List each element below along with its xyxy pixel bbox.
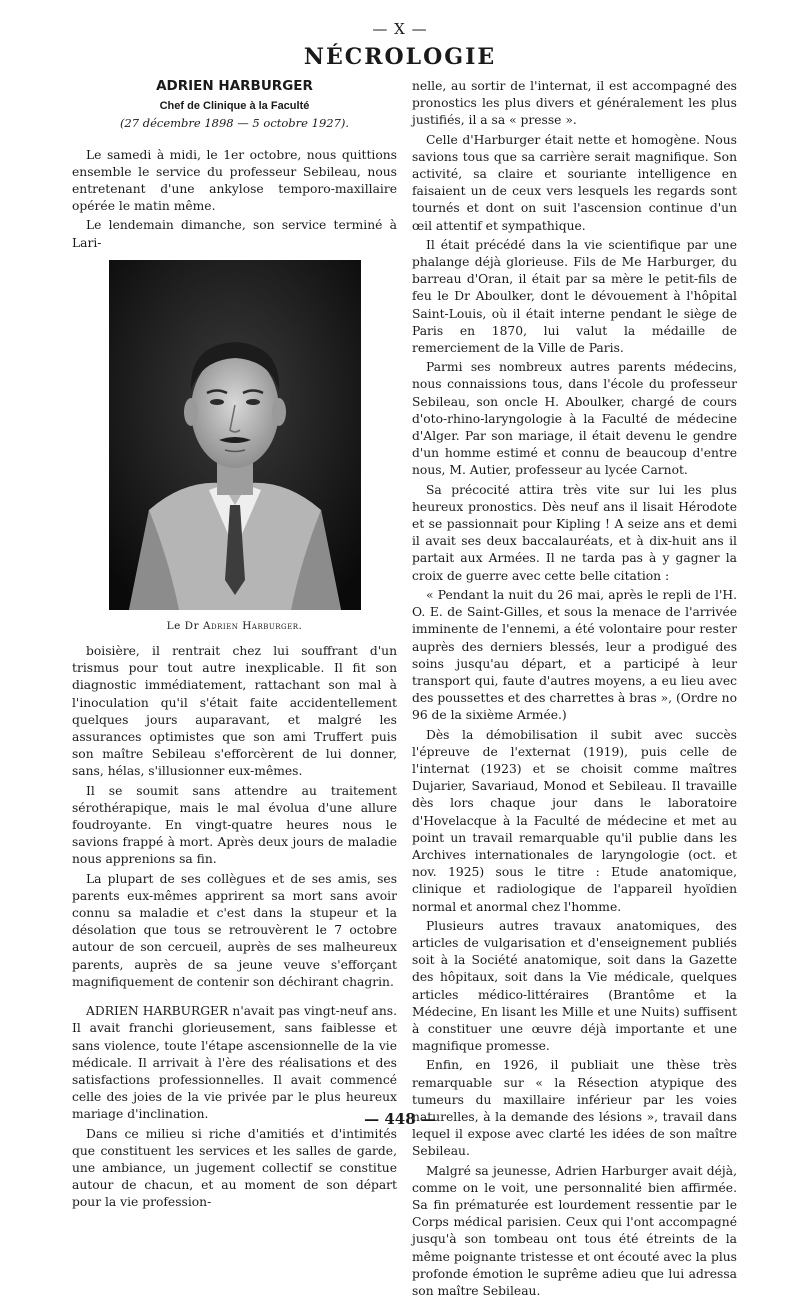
left-paragraph-7: Dans ce milieu si riche d'amitiés et d'intimités que constituent les services et les salles de garde, une ambiance, un jugement collectif se constitue autour de chacun, et au moment de son départ pour la vie profession- bbox=[72, 1126, 397, 1210]
right-paragraph-3: Il était précédé dans la vie scientifique par une phalange déjà glorieuse. Fils de Me Harburger, du barreau d'Oran, il était par sa mère le petit-fils de feu le Dr Aboulker, dont le dévouement à l'hôpital Saint-Louis, où il était interne pendant le siège de Paris en 1870, lui valut la médaille de remerciement de la Ville de Paris. bbox=[412, 237, 737, 356]
caption-prefix: Le Dr bbox=[166, 619, 200, 632]
page-heading: NÉCROLOGIE bbox=[303, 44, 497, 70]
portrait-photo bbox=[109, 260, 361, 610]
right-paragraph-7: Dès la démobilisation il subit avec succès l'épreuve de l'externat (1919), puis celle de l'internat (1923) et se choisit comme maîtres Dujarier, Savariaud, Monod et Sebileau. Il travaille dès lors chaque jour dans le laboratoire d'Hovelacque à la Faculté de médecine et met au point un travail remarquable qu'il publie dans les Archives internationales de laryngologie (oct. et nov. 1925) sous le titre : Etude anatomique, clinique et radiologique de l'appareil hyoïdien normal et anormal chez l'homme. bbox=[412, 727, 737, 914]
article-dates: (27 décembre 1898 — 5 octobre 1927). bbox=[119, 116, 350, 131]
left-paragraph-5: La plupart de ses collègues et de ses amis, ses parents eux-mêmes apprirent sa mort sans avoir connu sa maladie et c'est dans la stupeur et la désolation que tous se retrouvèrent le 7 octobre autour de son cercueil, auprès de ses malheureux parents, auprès de sa jeune veuve s'efforçant magnifiquement de contenir son déchirant chagrin. bbox=[72, 871, 397, 989]
section-number: — X — bbox=[372, 20, 428, 38]
right-paragraph-2: Celle d'Harburger était nette et homogène. Nous savions tous que sa carrière serait magnifique. Son activité, sa claire et souriante intelligence en faisaient un de ceux vers lesquels les regards sont tournés et dont on suit l'ascension continue d'un œil attentif et sympathique. bbox=[412, 132, 737, 233]
right-paragraph-6: « Pendant la nuit du 26 mai, après le repli de l'H. O. E. de Saint-Gilles, et sous la menace de l'arrivée imminente de l'ennemi, a été volontaire pour rester auprès des derniers blessés, leur a prodigué des soins jusqu'au départ, et a participé à leur transport qui, faute d'autres moyens, a eu lieu avec des poussettes et des charrettes à bras », (Ordre no 96 de la sixième Armée.) bbox=[412, 587, 737, 723]
article-name: ADRIEN HARBURGER bbox=[156, 78, 313, 94]
right-paragraph-4: Parmi ses nombreux autres parents médecins, nous connaissions tous, dans l'école du professeur Sebileau, son oncle H. Aboulker, chargé de cours d'oto-rhino-laryngologie à la Faculté de médecine d'Alger. Par son mariage, il était devenu le gendre d'un homme estimé et connu de beaucoup d'entre nous, M. Autier, professeur au lycée Carnot. bbox=[412, 360, 737, 478]
photo-caption bbox=[72, 618, 397, 635]
page-number: — 448 — bbox=[364, 1110, 436, 1128]
right-paragraph-10: Malgré sa jeunesse, Adrien Harburger avait déjà, comme on le voit, une personnalité bien affirmée. Sa fin prématurée est lourdement ressentie par le Corps médical parisien. Ceux qui l'ont accompagné jusqu'à son tombeau ont tous été étreints de la même poignante tristesse et ont écouté avec la plus profonde émotion le suprême adieu que lui adressa son maître Sebileau. bbox=[412, 1163, 737, 1299]
article-subtitle: Chef de Clinique à la Faculté bbox=[159, 100, 310, 113]
caption-name: Adrien Harburger. bbox=[202, 619, 303, 632]
right-paragraph-8: Plusieurs autres travaux anatomiques, des articles de vulgarisation et d'enseignement publiés soit à la Société anatomique, soit dans la Gazette des hôpitaux, soit dans la Vie médicale, quelques articles médico-littéraires (Brantôme et la Médecine, En lisant les Mille et une Nuits) suffisent à constituer une œuvre déjà importante et une magnifique promesse. bbox=[412, 918, 737, 1054]
left-paragraph-3: boisière, il rentrait chez lui souffrant d'un trismus pour tout autre inexplicable. Il fit son diagnostic immédiatement, rattachant son mal à l'inoculation qu'il s'était faite accidentellement quelques jours auparavant, et malgré les assurances optimistes que son ami Truffert puis son maître Sebileau s'efforcèrent de lui donner, sans, hélas, s'illusionner eux-mêmes. bbox=[72, 644, 397, 779]
right-paragraph-1: nelle, au sortir de l'internat, il est accompagné des pronostics les plus divers et généralement les plus justifiés, il a sa « presse ». bbox=[412, 79, 737, 128]
left-column bbox=[72, 78, 397, 1214]
left-paragraph-1: Le samedi à midi, le 1er octobre, nous quittions ensemble le service du professeur Sebileau, nous entretenant d'une ankylose temporo-maxillaire opérée le matin même. bbox=[72, 147, 397, 214]
right-paragraph-9: Enfin, en 1926, il publiait une thèse très remarquable sur « la Résection atypique des tumeurs du maxillaire inférieur par les voies naturelles, à la demande des lésions », travail dans lequel il expose avec clarté les idées de son maître Sebileau. bbox=[412, 1058, 737, 1159]
right-paragraph-5: Sa précocité attira très vite sur lui les plus heureux pronostics. Dès neuf ans il lisait Hérodote et se passionnait pour Kipling ! A seize ans et demi il avait ses deux baccalauréats, et à dix-huit ans il partait aux Armées. Il ne tarda pas à y gagner la croix de guerre avec cette belle citation : bbox=[412, 482, 737, 583]
left-paragraph-6: ADRIEN HARBURGER n'avait pas vingt-neuf ans. Il avait franchi glorieusement, sans faiblesse et sans violence, toute l'étape ascensionnelle de la vie médicale. Il arrivait à l'ère des réalisations et des satisfactions professionnelles. Il avait commencé celle des joies de la vie privée par le plus heureux mariage d'inclination. bbox=[72, 1004, 397, 1122]
left-paragraph-4: Il se soumit sans attendre au traitement sérothérapique, mais le mal évolua d'une allure foudroyante. En vingt-quatre heures nous le savions frappé à mort. Après deux jours de maladie nous apprenions sa fin. bbox=[72, 783, 397, 867]
portrait-image bbox=[109, 260, 361, 610]
left-paragraph-2: Le lendemain dimanche, son service terminé à Lari- bbox=[72, 218, 397, 250]
